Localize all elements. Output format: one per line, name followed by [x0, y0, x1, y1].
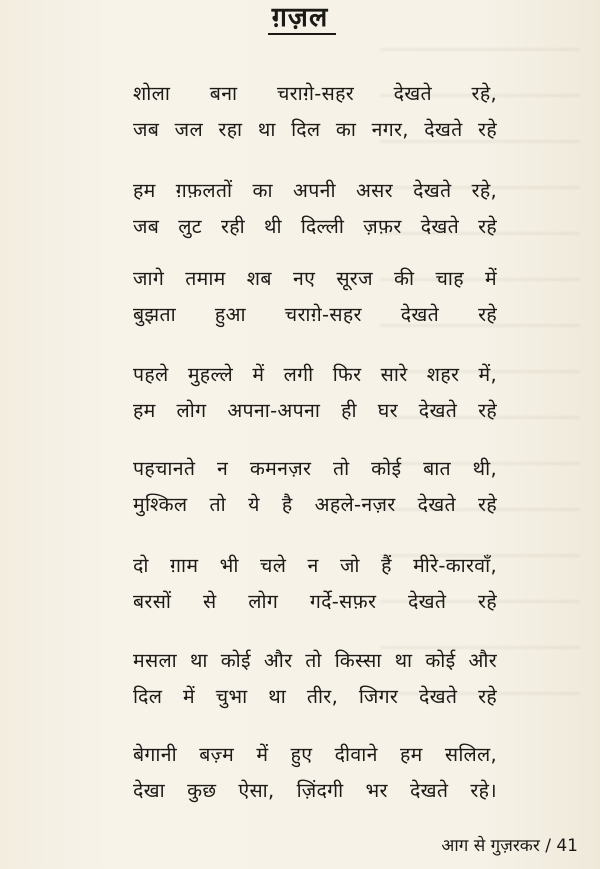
verse-line: शोला बना चराग़े-सहर देखते रहे, [133, 82, 497, 105]
verse-line: जागे तमाम शब नए सूरज की चाह में [133, 267, 497, 290]
title-underline [268, 33, 336, 35]
stanza-6 [133, 548, 497, 620]
verse-line: मसला था कोई और तो किस्सा था कोई और [133, 649, 497, 672]
verse-line: पहचानते न कमनज़र तो कोई बात थी, [133, 457, 497, 480]
verse-line: हम ग़फ़लतों का अपनी असर देखते रहे, [133, 179, 497, 202]
stanza-2 [133, 173, 497, 245]
verse-line: हम लोग अपना-अपना ही घर देखते रहे [133, 399, 497, 422]
verse-line: जब लुट रही थी दिल्ली ज़फ़र देखते रहे [133, 215, 497, 238]
verse-line: दिल में चुभा था तीर, जिगर देखते रहे [133, 685, 497, 708]
stanza-8 [133, 737, 497, 809]
page-footer [441, 835, 578, 857]
verse-line: बेगानी बज़्म में हुए दीवाने हम सलिल, [133, 743, 497, 766]
verse-line: बुझता हुआ चराग़े-सहर देखते रहे [133, 303, 497, 326]
stanza-4 [133, 357, 497, 429]
stanza-5 [133, 451, 497, 523]
verse-line: जब जल रहा था दिल का नगर, देखते रहे [133, 118, 497, 141]
book-title: आग से गुज़रकर [441, 836, 540, 856]
verse-line: देखा कुछ ऐसा, ज़िंदगी भर देखते रहे। [133, 779, 497, 802]
verse-line: दो ग़ाम भी चले न जो हैं मीरे-कारवाँ, [133, 554, 497, 577]
footer-separator: / [545, 836, 551, 856]
verse-line: मुश्किल तो ये है अहले-नज़र देखते रहे [133, 493, 497, 516]
verse-line: पहले मुहल्ले में लगी फिर सारे शहर में, [133, 363, 497, 386]
verse-line: बरसों से लोग गर्दे-सफ़र देखते रहे [133, 590, 497, 613]
page-number: 41 [556, 836, 578, 856]
poem-title: ग़ज़ल [271, 2, 329, 33]
stanza-1 [133, 76, 497, 148]
stanza-3 [133, 261, 497, 333]
stanza-7 [133, 643, 497, 715]
